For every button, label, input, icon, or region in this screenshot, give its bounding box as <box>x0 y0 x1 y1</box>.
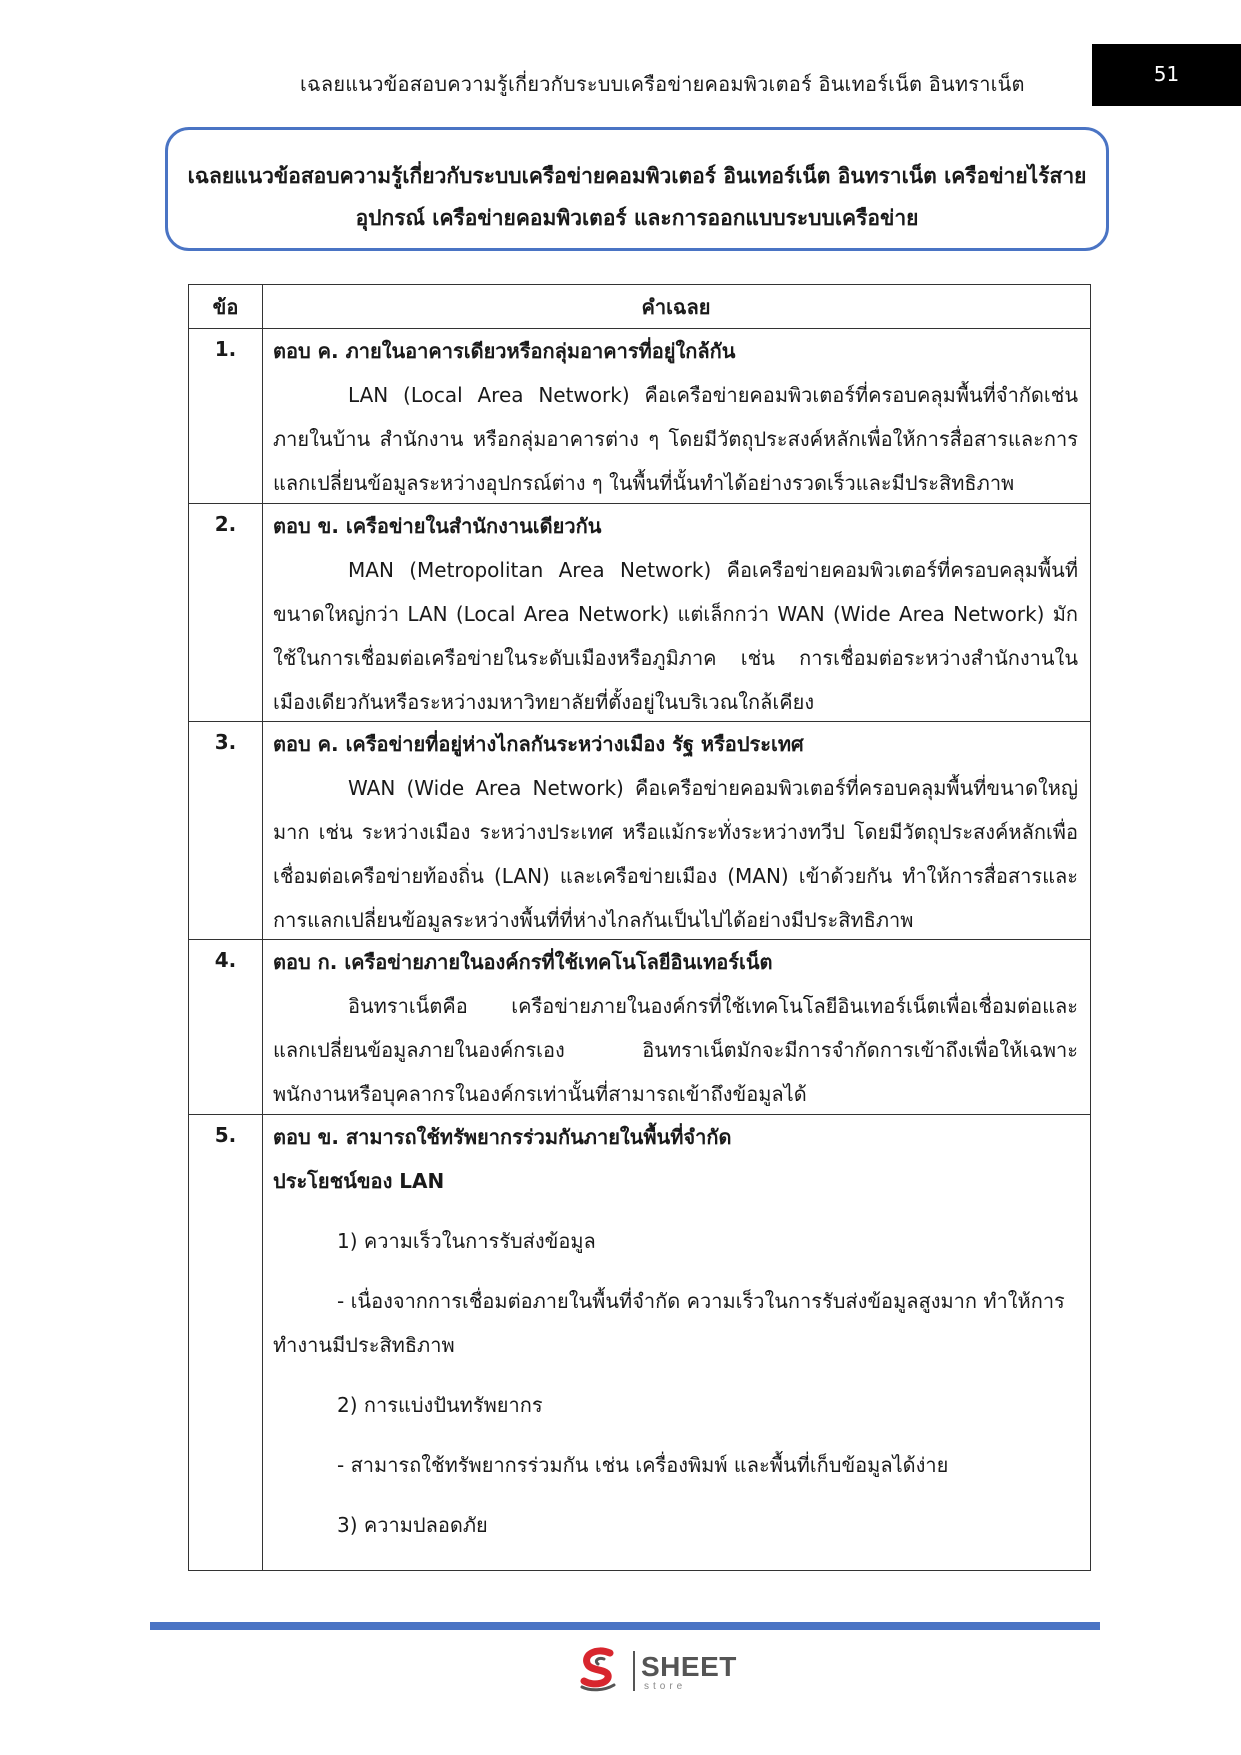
benefit-detail: - สามารถใช้ทรัพยากรร่วมกัน เช่น เครื่องพิมพ์ และพื้นที่เก็บข้อมูลได้ง่าย <box>337 1453 949 1477</box>
row-number: 2. <box>214 512 237 536</box>
footer-rule <box>150 1622 1100 1630</box>
benefit-item: 1) ความเร็วในการรับส่งข้อมูล <box>337 1229 596 1253</box>
title-line-2: อุปกรณ์ เครือข่ายคอมพิวเตอร์ และการออกแบบระบบเครือข่าย <box>355 206 919 230</box>
benefits-heading: ประโยชน์ของ LAN <box>273 1169 445 1193</box>
explanation: อินทราเน็ตคือ เครือข่ายภายในองค์กรที่ใช้เทคโนโลยีอินเทอร์เน็ตเพื่อเชื่อมต่อและแลกเปลี่ยนข้อมูลภายในองค์กรเอง อินทราเน็ตมักจะมีการจำกัดการเข้าถึงเพื่อให้เฉพาะพนักงานหรือบุคลากรในองค์กรเท่านั้นที่สามารถเข้าถึงข้อมูลได้ <box>273 994 1078 1106</box>
title-box <box>165 127 1109 251</box>
row-number: 5. <box>214 1123 237 1147</box>
running-header: เฉลยแนวข้อสอบความรู้เกี่ยวกับระบบเครือข่ายคอมพิวเตอร์ อินเทอร์เน็ต อินทราเน็ต <box>300 72 1025 96</box>
answer-cell <box>273 1115 1078 1563</box>
logo-divider <box>633 1651 635 1691</box>
explanation: WAN (Wide Area Network) คือเครือข่ายคอมพิวเตอร์ที่ครอบคลุมพื้นที่ขนาดใหญ่มาก เช่น ระหว่างเมือง ระหว่างประเทศ หรือแม้กระทั่งระหว่างทวีป โดยมีวัตถุประสงค์หลักเพื่อเชื่อมต่อเครือข่ายท้องถิ่น (LAN) และเครือข่ายเมือง (MAN) เข้าด้วยกัน ทำให้การสื่อสารและการแลกเปลี่ยนข้อมูลระหว่างพื้นที่ที่ห่างไกลกันเป็นไปได้อย่างมีประสิทธิภาพ <box>273 776 1078 932</box>
answer-cell <box>273 504 1078 724</box>
benefit-item: 2) การแบ่งปันทรัพยากร <box>337 1393 543 1417</box>
answer-cell <box>273 940 1078 1116</box>
answer-cell <box>273 329 1078 505</box>
answer-choice: ตอบ ค. ภายในอาคารเดียวหรือกลุ่มอาคารที่อยู่ใกล้กัน <box>273 339 736 363</box>
sheet-store-logo <box>574 1645 744 1697</box>
answer-choice: ตอบ ข. สามารถใช้ทรัพยากรร่วมกันภายในพื้นที่จำกัด <box>273 1125 732 1149</box>
sheet-store-logo-icon <box>574 1645 622 1693</box>
title-line-1: เฉลยแนวข้อสอบความรู้เกี่ยวกับระบบเครือข่ายคอมพิวเตอร์ อินเทอร์เน็ต อินทราเน็ต เครือข่ายไร้สาย <box>187 164 1087 188</box>
answer-choice: ตอบ ค. เครือข่ายที่อยู่ห่างไกลกันระหว่างเมือง รัฐ หรือประเทศ <box>273 732 804 756</box>
page-number: 51 <box>1153 62 1180 86</box>
logo-subtext: store <box>644 1681 687 1692</box>
column-divider <box>262 285 263 1570</box>
row-number: 1. <box>214 337 237 361</box>
answer-choice: ตอบ ก. เครือข่ายภายในองค์กรที่ใช้เทคโนโลยีอินเทอร์เน็ต <box>273 950 773 974</box>
row-number: 4. <box>214 948 237 972</box>
explanation: LAN (Local Area Network) คือเครือข่ายคอมพิวเตอร์ที่ครอบคลุมพื้นที่จำกัดเช่น ภายในบ้าน สำนักงาน หรือกลุ่มอาคารต่าง ๆ โดยมีวัตถุประสงค์หลักเพื่อให้การสื่อสารและการแลกเปลี่ยนข้อมูลระหว่างอุปกรณ์ต่าง ๆ ในพื้นที่นั้นทำได้อย่างรวดเร็วและมีประสิทธิภาพ <box>273 383 1078 495</box>
logo-wordmark: SHEET <box>641 1651 737 1682</box>
answer-table <box>188 284 1091 1571</box>
header-number: ข้อ <box>212 295 239 319</box>
header-answer: คำเฉลย <box>641 295 711 319</box>
answer-cell <box>273 722 1078 942</box>
explanation: MAN (Metropolitan Area Network) คือเครือข่ายคอมพิวเตอร์ที่ครอบคลุมพื้นที่ขนาดใหญ่กว่า LAN (Local Area Network) แต่เล็กกว่า WAN (Wide Area Network) มักใช้ในการเชื่อมต่อเครือข่ายในระดับเมืองหรือภูมิภาค เช่น การเชื่อมต่อระหว่างสำนักงานในเมืองเดียวกันหรือระหว่างมหาวิทยาลัยที่ตั้งอยู่ในบริเวณใกล้เคียง <box>273 558 1078 714</box>
page-number-tab <box>1092 44 1241 106</box>
answer-choice: ตอบ ข. เครือข่ายในสำนักงานเดียวกัน <box>273 514 602 538</box>
row-number: 3. <box>214 730 237 754</box>
benefit-item: 3) ความปลอดภัย <box>337 1513 488 1537</box>
benefit-detail: - เนื่องจากการเชื่อมต่อภายในพื้นที่จำกัด ความเร็วในการรับส่งข้อมูลสูงมาก ทำให้การทำงานมีประสิทธิภาพ <box>273 1289 1065 1357</box>
